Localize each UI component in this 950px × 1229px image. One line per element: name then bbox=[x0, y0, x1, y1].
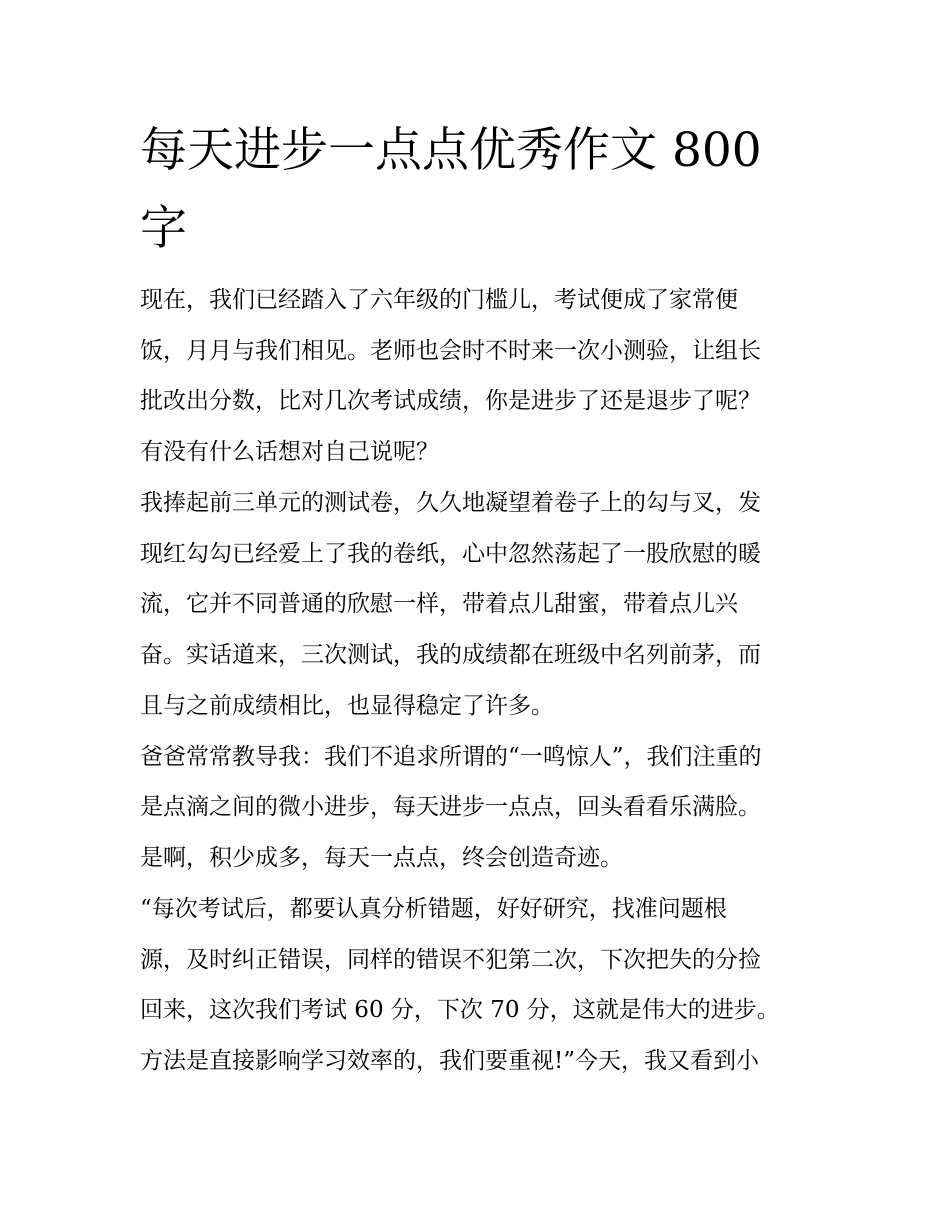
body-line-8: 奋。实话道来，三次测试，我的成绩都在班级中名列前茅，而 bbox=[140, 642, 761, 668]
body-line-12: 是啊，积少成多，每天一点点，终会创造奇迹。 bbox=[140, 845, 623, 871]
body-line-13: “每次考试后，都要认真分析错题，好好研究，找准问题根 bbox=[140, 896, 727, 922]
document-title bbox=[140, 112, 820, 268]
body-line-7: 流，它并不同普通的欣慰一样，带着点儿甜蜜，带着点儿兴 bbox=[140, 591, 738, 617]
body-line-6: 现红勾勾已经爱上了我的卷纸，心中忽然荡起了一股欣慰的暖 bbox=[140, 541, 761, 567]
body-line-11: 是点滴之间的微小进步，每天进步一点点，回头看看乐满脸。 bbox=[140, 794, 761, 820]
body-line-2: 饭，月月与我们相见。老师也会时不时来一次小测验，让组长 bbox=[140, 338, 761, 364]
body-line-15: 回来，这次我们考试 60 分，下次 70 分，这就是伟大的进步。 bbox=[140, 997, 780, 1023]
title-line-1: 每天进步一点点优秀作文 800 bbox=[140, 123, 762, 178]
body-line-10: 爸爸常常教导我：我们不追求所谓的“一鸣惊人”，我们注重的 bbox=[140, 744, 762, 770]
body-line-16: 方法是直接影响学习效率的，我们要重视!”今天，我又看到小 bbox=[140, 1048, 760, 1074]
body-line-3: 批改出分数，比对几次考试成绩，你是进步了还是退步了呢？ bbox=[140, 388, 761, 414]
title-line-2: 字 bbox=[140, 201, 187, 256]
body-line-5: 我捧起前三单元的测试卷，久久地凝望着卷子上的勾与叉，发 bbox=[140, 490, 761, 516]
body-line-9: 且与之前成绩相比，也显得稳定了许多。 bbox=[140, 693, 554, 719]
body-line-4: 有没有什么话想对自己说呢？ bbox=[140, 439, 439, 465]
body-line-14: 源，及时纠正错误，同样的错误不犯第二次，下次把失的分捡 bbox=[140, 947, 761, 973]
body-line-1: 现在，我们已经踏入了六年级的门槛儿，考试便成了家常便 bbox=[140, 287, 738, 313]
